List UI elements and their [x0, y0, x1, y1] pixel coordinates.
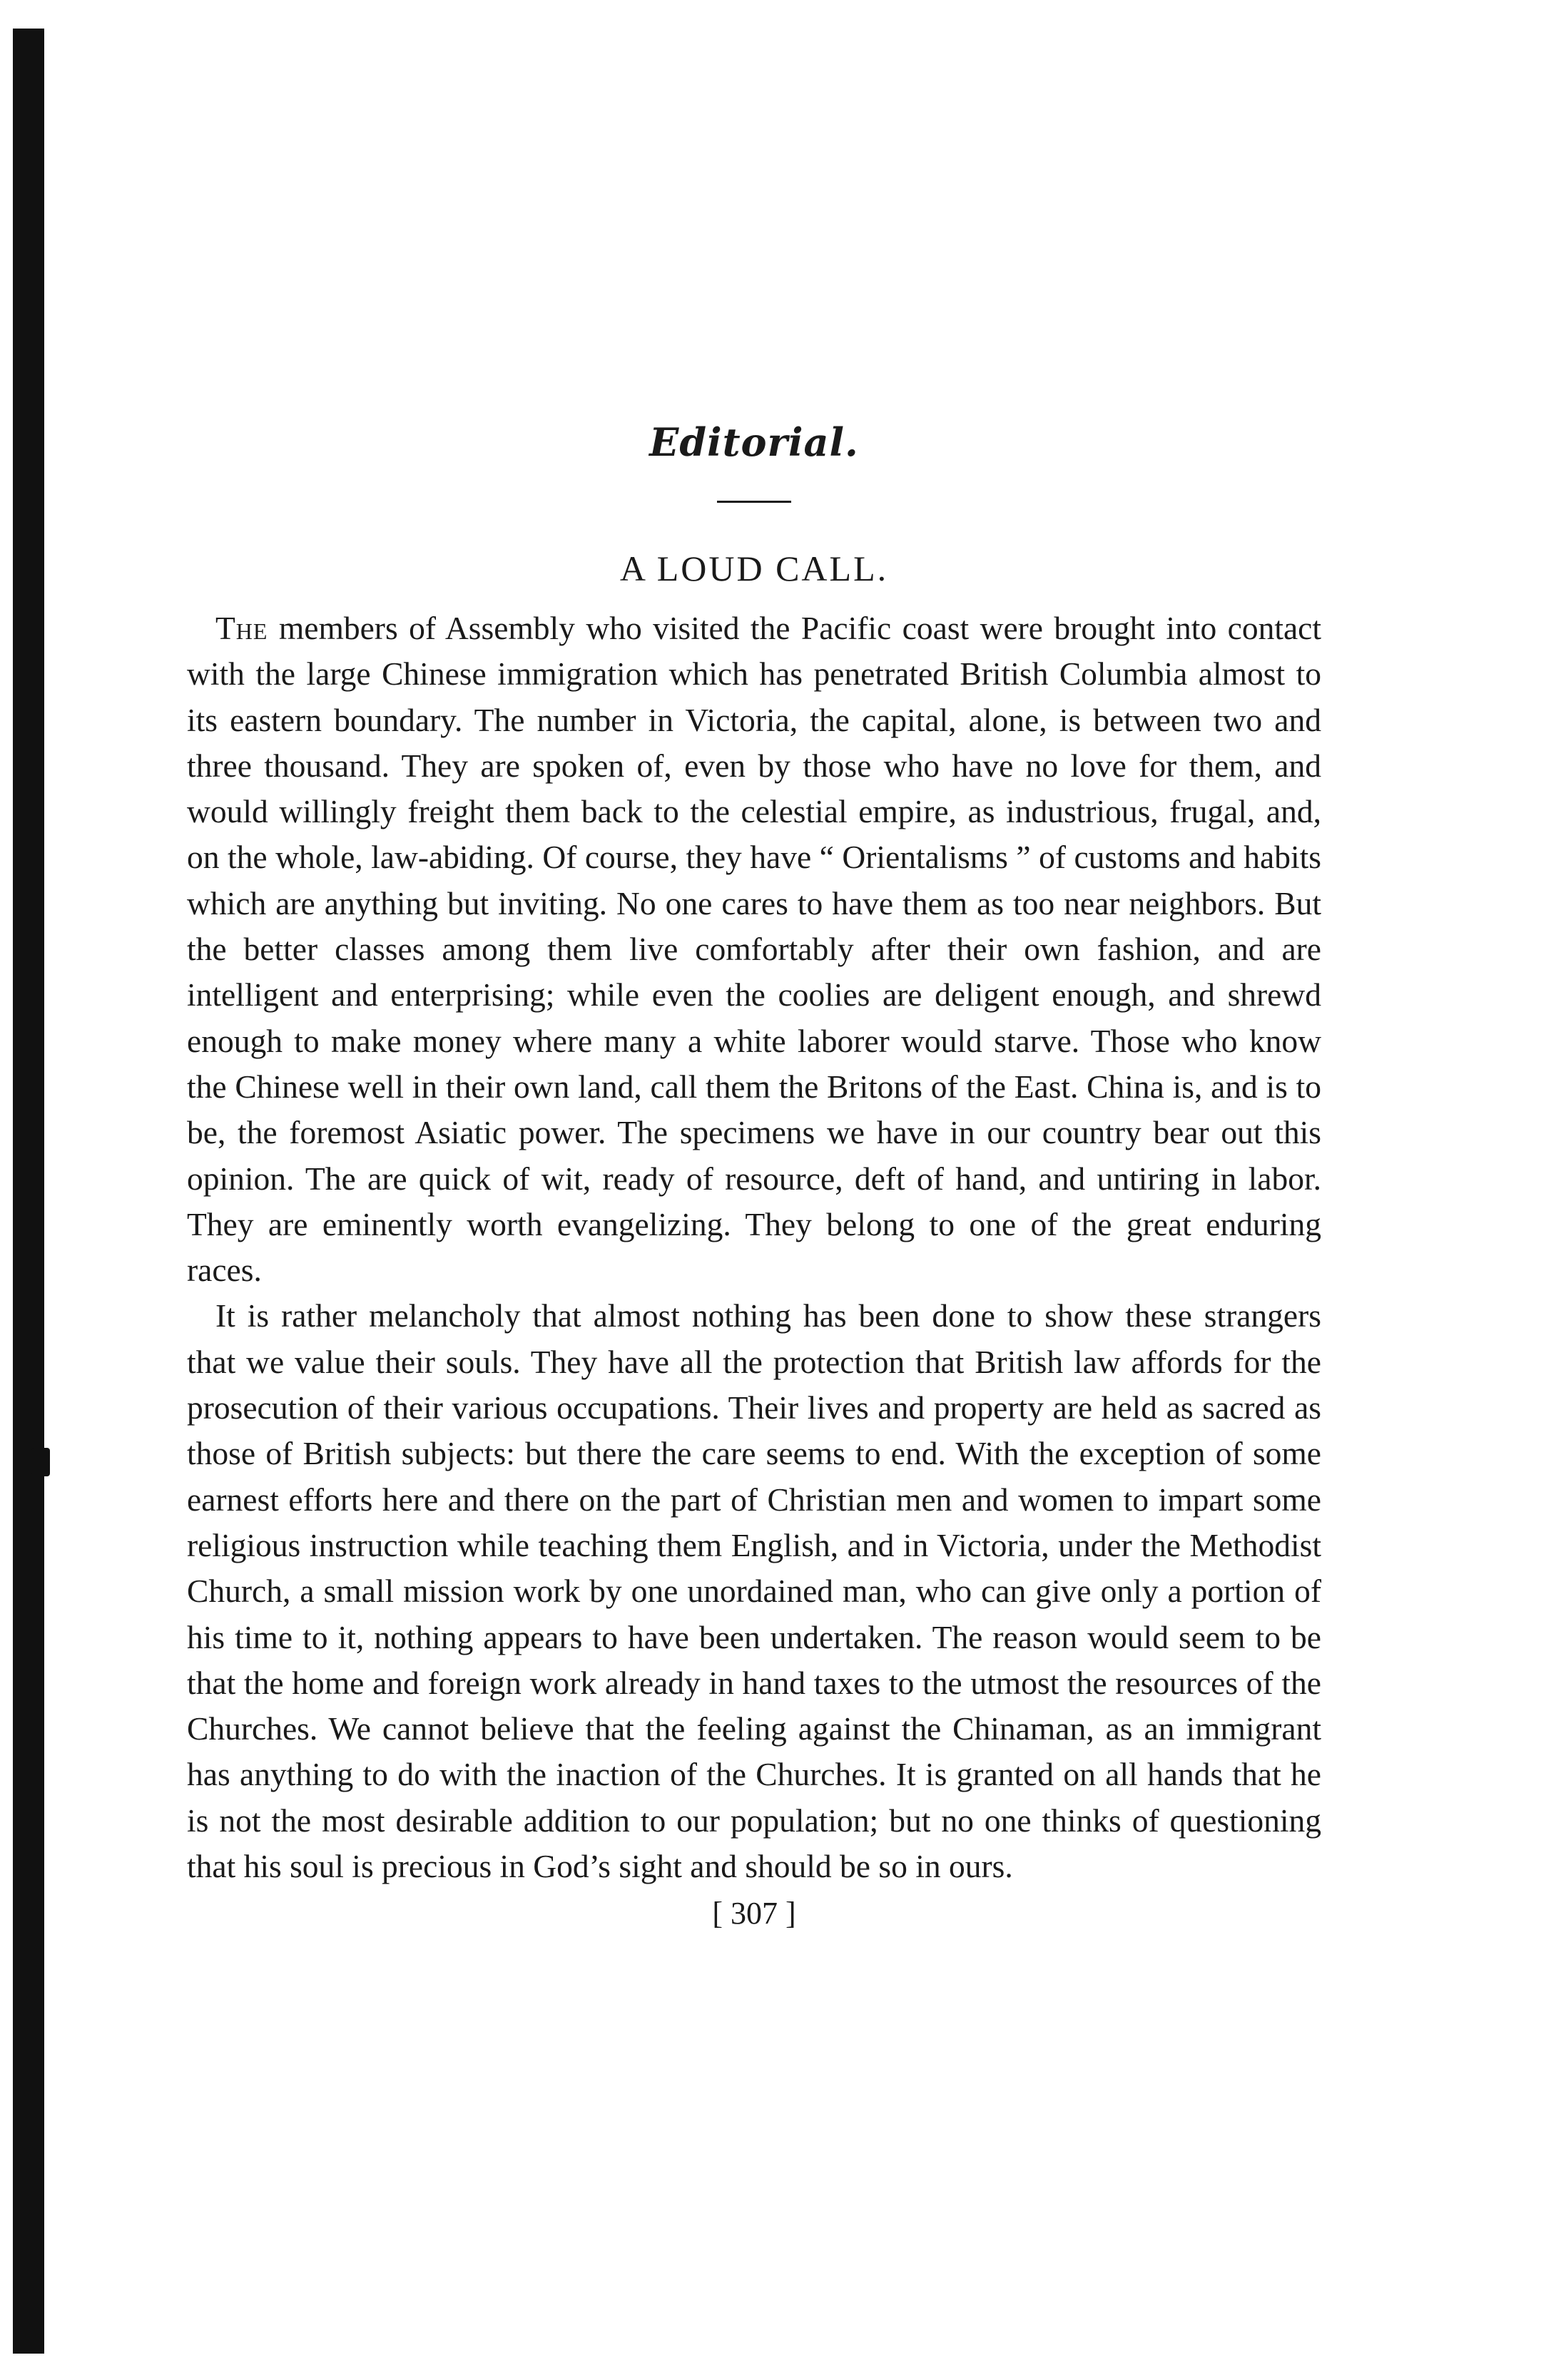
binding-mark: [31, 1448, 50, 1476]
article-title: A LOUD CALL.: [619, 548, 889, 588]
page-binding-edge: [13, 29, 44, 2354]
paragraph-1-text: members of Assembly who visited the Pacific coast were brought into contact with the large Chinese immigration which has penetrated British Columbia almost to its eastern boundary. The number in Victoria, the capital, alone, is between two and three thousand. They are spoken of, even by those who have no love for them, and would willingly freight them back to the celestial empire, as industrious, frugal, and, on the whole, law-abiding. Of course, they have “ Orientalisms ” of customs and habits which are anything but inviting. No one cares to have them as too near neighbors. But the better classes among them live comfortably after their own fashion, and are intelligent and enterprising; while even the coolies are deligent enough, and shrewd enough to make money where many a white laborer would starve. Those who know the Chinese well in their own land, call them the Britons of the East. China is, and is to be, the foremost Asiatic power. The specimens we have in our country bear out this opinion. The are quick of wit, ready of resource, deft of hand, and untiring in labor. They are eminently worth evangelizing. They belong to one of the great enduring races.: [187, 610, 1321, 1289]
section-heading: Editorial.: [649, 419, 859, 465]
paragraph-1: [187, 606, 1321, 1293]
paragraph-2: [187, 1293, 1321, 1889]
paragraph-2-text: It is rather melancholy that almost nothing has been done to show these strangers that we value their souls. They have all the protection that British law affords for the prosecution of their various occupations. Their lives and property are held as sacred as those of British subjects: but there the care seems to end. With the exception of some earnest efforts here and there on the part of Christian men and women to impart some religious instruction while teaching them English, and in Victoria, under the Methodist Church, a small mission work by one unordained man, who can give only a portion of his time to it, nothing appears to have been undertaken. The reason would seem to be that the home and foreign work already in hand taxes to the utmost the resources of the Churches. We cannot believe that the feeling against the Chinaman, as an immigrant has anything to do with the inaction of the Churches. It is granted on all hands that he is not the most desirable addition to our population; but no one thinks of questioning that his soul is precious in God’s sight and should be so in ours.: [187, 1297, 1321, 1885]
page-number: [ 307 ]: [712, 1896, 796, 1931]
page-body: [187, 414, 1321, 1936]
paragraph-1-lead: The: [215, 610, 268, 646]
heading-rule: [717, 501, 791, 503]
